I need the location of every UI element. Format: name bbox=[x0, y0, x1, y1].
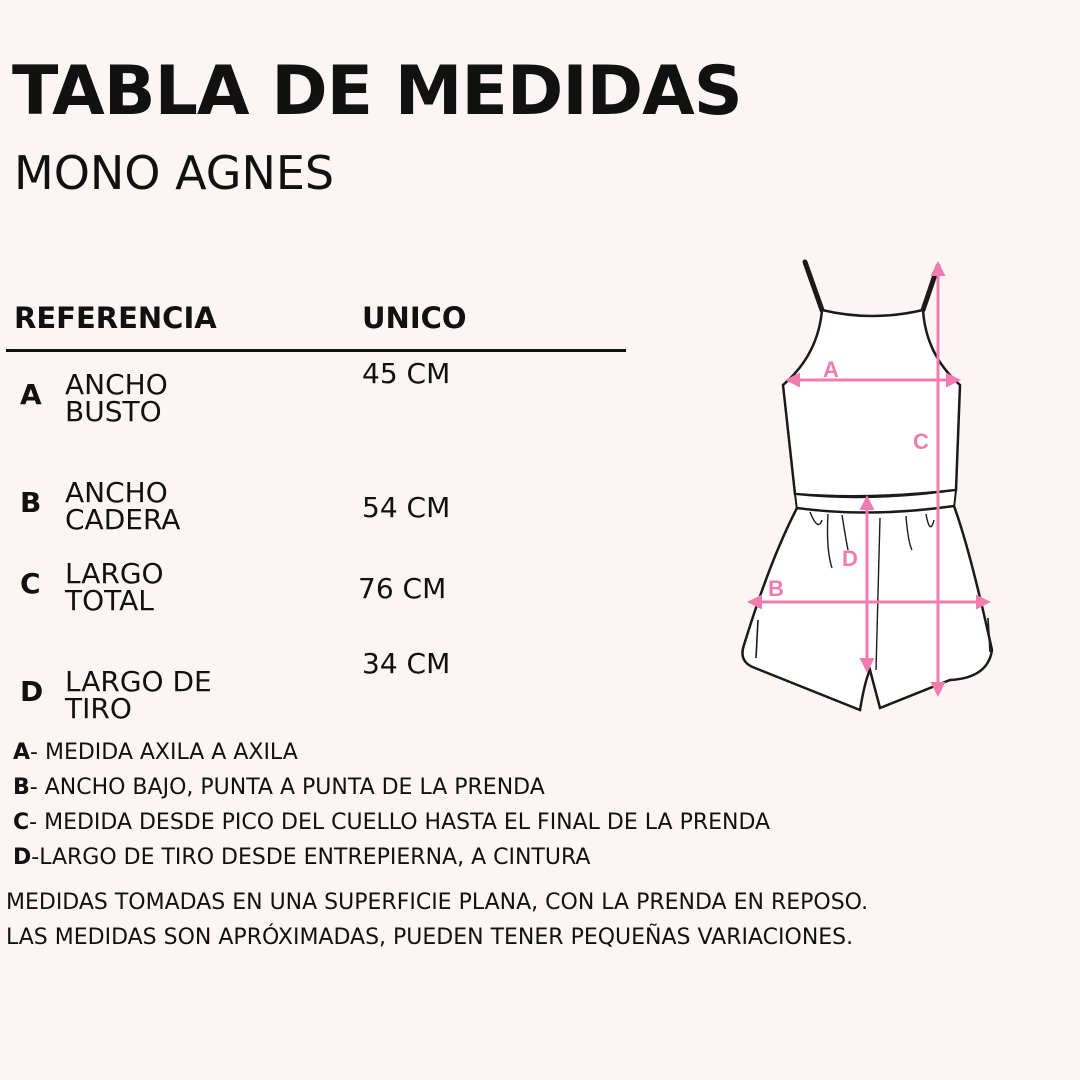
row-b-label: ANCHO CADERA bbox=[65, 476, 181, 536]
row-b-value: 54 CM bbox=[362, 491, 451, 524]
note-flat-surface: MEDIDAS TOMADAS EN UNA SUPERFICIE PLANA, CON LA PRENDA EN REPOSO. bbox=[6, 890, 869, 915]
column-header-reference: REFERENCIA bbox=[14, 301, 217, 335]
row-b-letter: B bbox=[20, 486, 42, 519]
measure-c-label: C bbox=[913, 429, 929, 454]
measure-d-label: D bbox=[842, 546, 858, 571]
column-header-size: UNICO bbox=[362, 301, 467, 335]
table-divider bbox=[6, 349, 626, 352]
measure-a-label: A bbox=[823, 357, 839, 382]
row-a-label: ANCHO BUSTO bbox=[65, 368, 168, 428]
row-c-letter: C bbox=[20, 567, 41, 600]
row-c-value: 76 CM bbox=[358, 572, 447, 605]
legend-line-a: A- MEDIDA AXILA A AXILA bbox=[13, 740, 298, 765]
jumpsuit-outline-icon bbox=[730, 250, 1020, 720]
legend-line-c: C- MEDIDA DESDE PICO DEL CUELLO HASTA EL FINAL DE LA PRENDA bbox=[13, 810, 771, 835]
page-title: TABLA DE MEDIDAS bbox=[12, 52, 742, 131]
right-strap bbox=[923, 266, 938, 310]
row-a-letter: A bbox=[20, 378, 42, 411]
row-a-value: 45 CM bbox=[362, 357, 451, 390]
legend-line-b: B- ANCHO BAJO, PUNTA A PUNTA DE LA PRENDA bbox=[13, 775, 545, 800]
bodice-outline bbox=[783, 310, 960, 496]
measure-b-label: B bbox=[768, 576, 784, 601]
row-d-value: 34 CM bbox=[362, 647, 451, 680]
product-name: MONO AGNES bbox=[14, 146, 335, 200]
note-approximate: LAS MEDIDAS SON APRÓXIMADAS, PUEDEN TENER PEQUEÑAS VARIACIONES. bbox=[6, 925, 854, 950]
row-c-label: LARGO TOTAL bbox=[65, 557, 164, 617]
row-d-letter: D bbox=[20, 675, 44, 708]
left-strap bbox=[805, 262, 822, 310]
legend-line-d: D-LARGO DE TIRO DESDE ENTREPIERNA, A CINTURA bbox=[13, 845, 591, 870]
row-d-label: LARGO DE TIRO bbox=[65, 665, 212, 725]
